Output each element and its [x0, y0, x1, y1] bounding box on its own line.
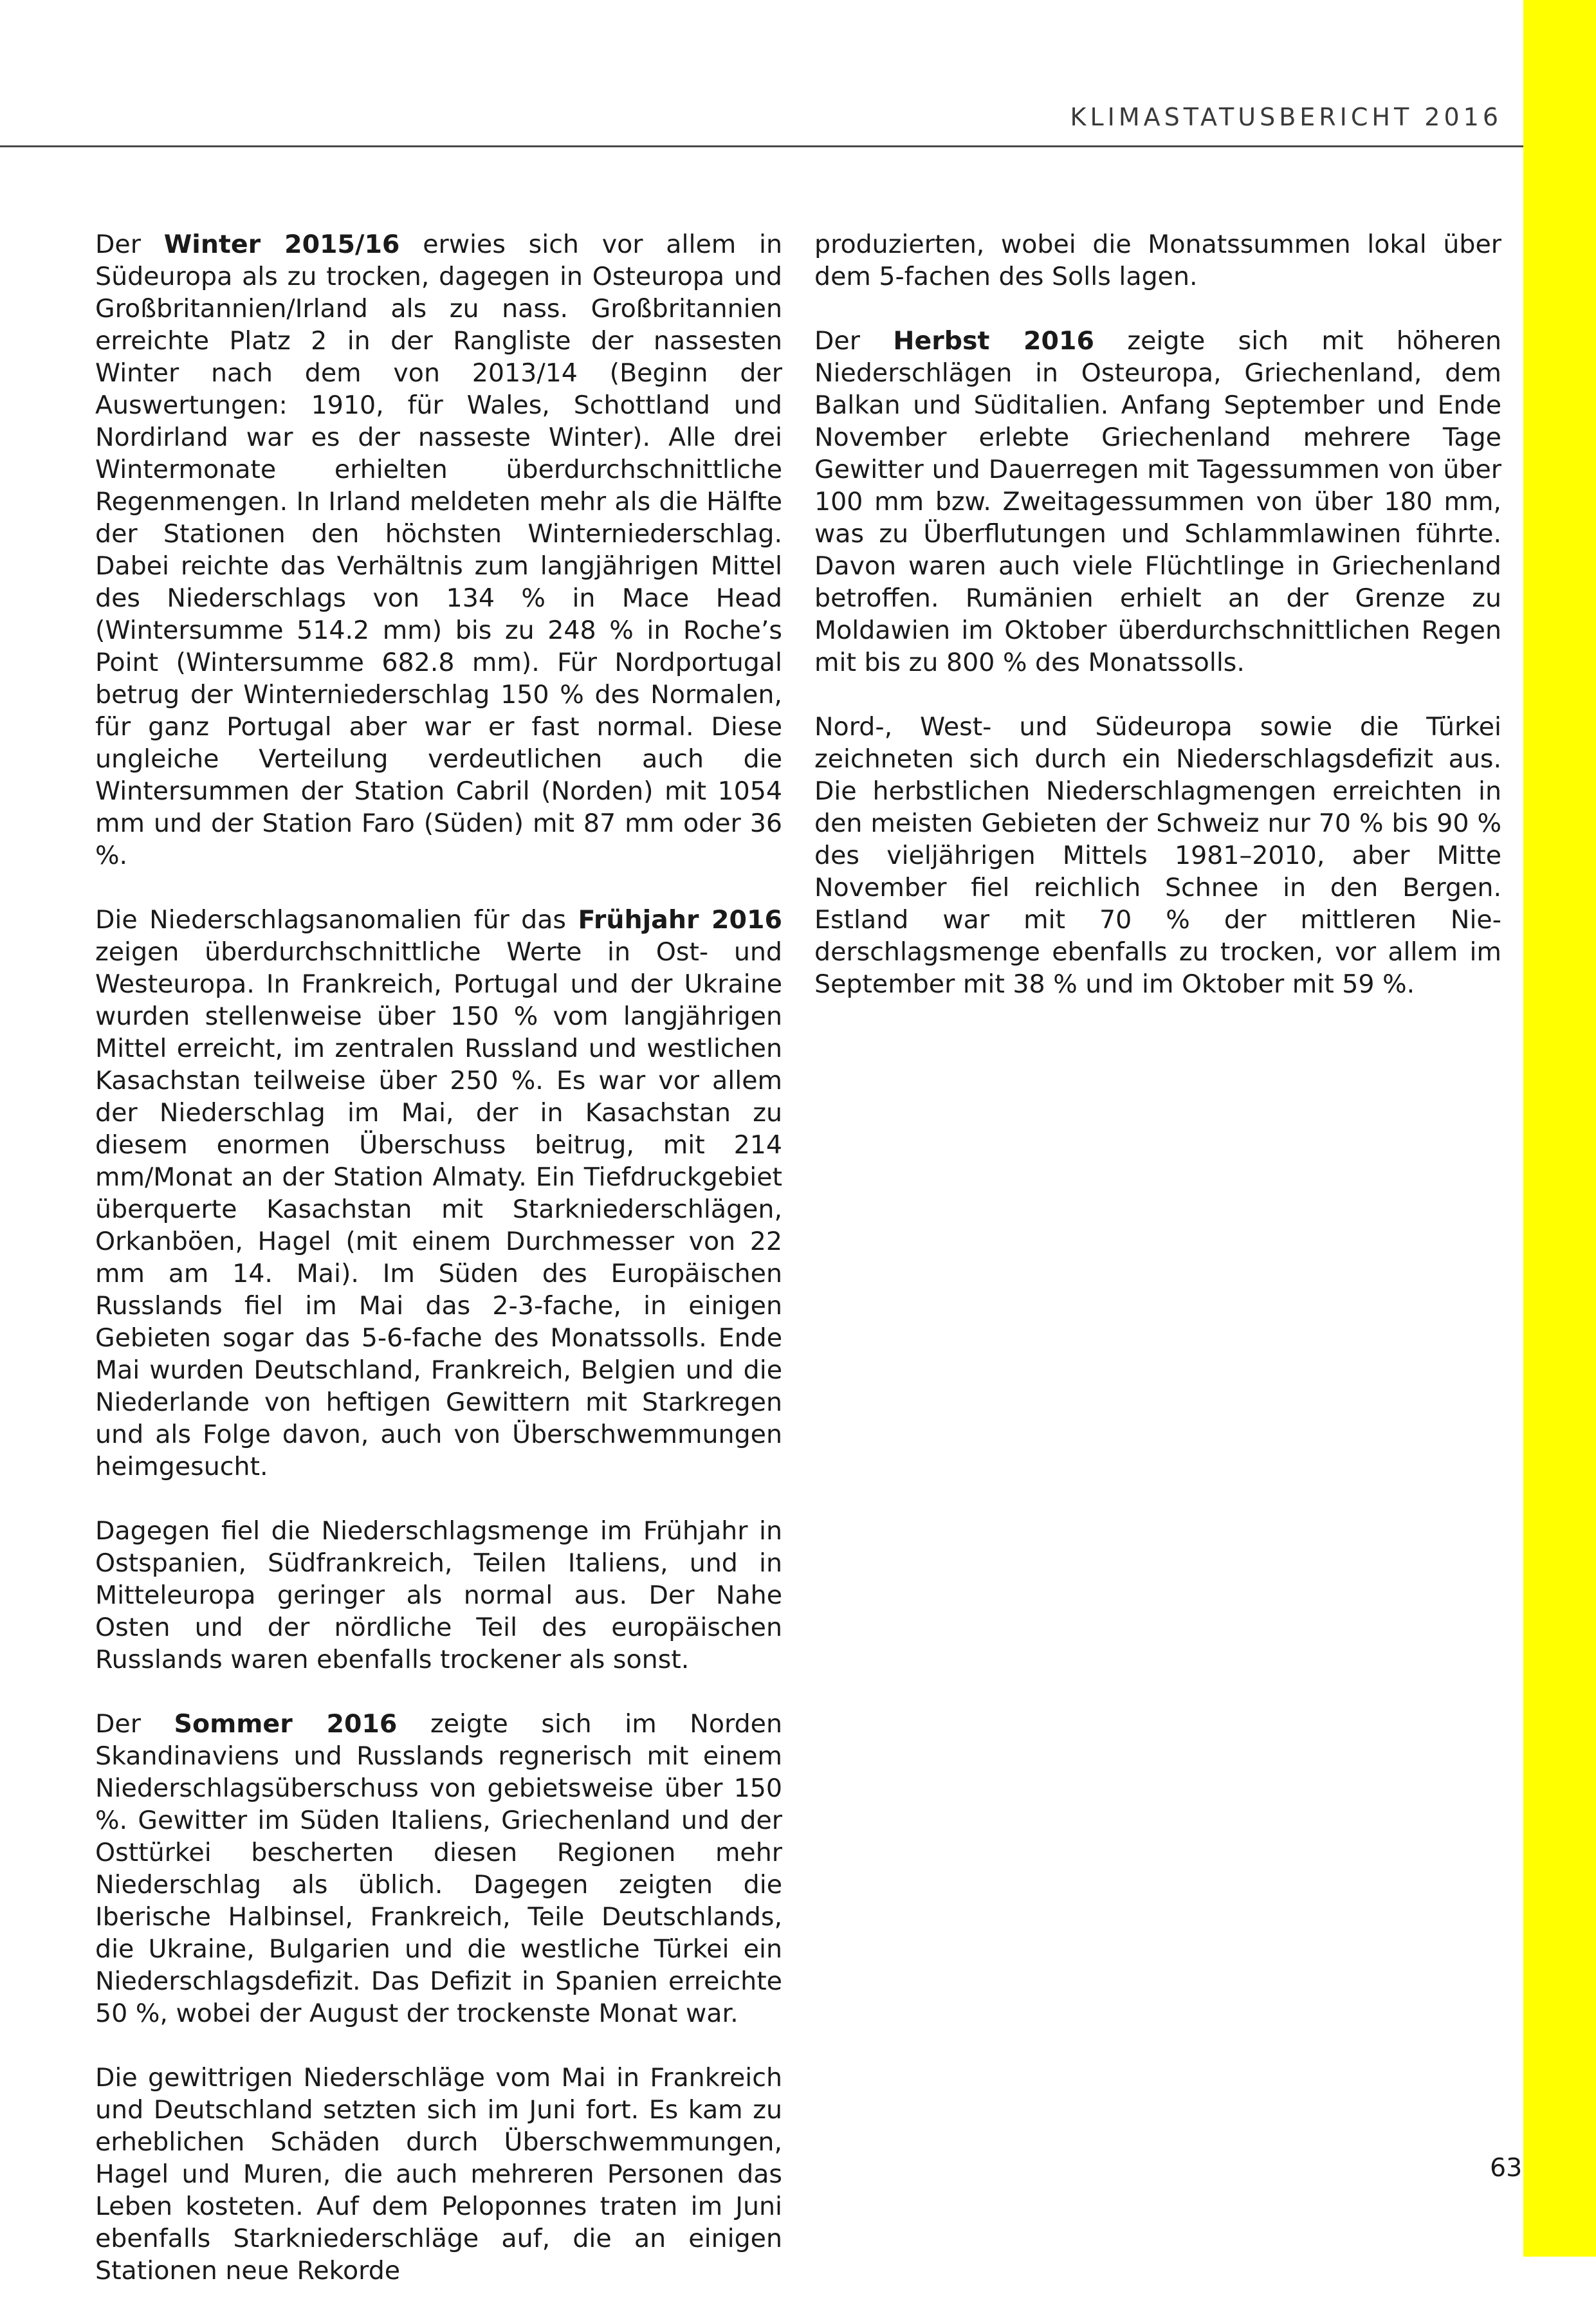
paragraph-autumn	[814, 325, 1501, 679]
paragraph-text: zeigte sich im Norden Skandinaviens und Russlands regnerisch mit einem Niederschlagsüberschuss von gebietsweise über 150 %. Gewitter im Süden Italiens, Griechenland und der Osttürkei bescherten diesen Regionen mehr Niederschlag als üblich. Dagegen zeigten die Iberische Halbinsel, Frankreich, Teile Deutschlands, die Ukraine, Bulgarien und die westliche Türkei ein Niederschlagsdefizit. Das Defizit in Spanien erreichte 50 %, wobei der August der trockenste Monat war.	[95, 1709, 782, 2028]
paragraph-june-storms	[95, 2062, 782, 2287]
paragraph-text: Nord-, West- und Südeuropa sowie die Türkei zeichneten sich durch ein Niederschlagsdefizit aus. Die herbstlichen Niederschlagmengen erreichten in den meisten Gebieten der Schweiz nur 70 % bis 90 % des vieljährigen Mittels 1981–2010, aber Mitte November fiel reichlich Schnee in den Bergen. Estland war mit 70 % der mittleren Niederschlagsmenge ebenfalls zu trocken, vor allem im September mit 38 % und im Oktober mit 59 %.	[814, 712, 1501, 999]
paragraph-autumn-deficit	[814, 711, 1501, 1000]
page-number: 63	[1490, 2153, 1523, 2183]
paragraph-text: Dagegen fiel die Niederschlagsmenge im Frühjahr in Ostspanien, Südfrankreich, Teilen Italiens, und in Mitteleuropa geringer als normal aus. Der Nahe Osten und der nördliche Teil des europäischen Russlands waren ebenfalls trockener als sonst.	[95, 1516, 782, 1674]
left-text-column	[95, 228, 782, 2319]
yellow-side-bar	[1523, 0, 1596, 2257]
paragraph-text: Der	[814, 326, 894, 356]
paragraph-text: Die Niederschlagsanomalien für das	[95, 905, 578, 935]
header-rule	[0, 145, 1523, 147]
paragraph-text: Der	[95, 230, 164, 259]
running-header: KLIMASTATUSBERICHT 2016	[1070, 103, 1502, 131]
paragraph-text: produzierten, wobei die Monatssummen lokal über dem 5-fachen des Solls lagen.	[814, 230, 1501, 291]
paragraph-text: Der	[95, 1709, 174, 1739]
paragraph-continuation	[814, 228, 1501, 293]
season-heading-autumn: Herbst 2016	[893, 326, 1094, 356]
paragraph-winter	[95, 228, 782, 872]
paragraph-spring	[95, 904, 782, 1483]
paragraph-text: Die gewittrigen Niederschläge vom Mai in Frankreich und Deutschland setzten sich im Juni fort. Es kam zu erheblichen Schäden durch Überschwemmungen, Hagel und Muren, die auch mehreren Personen das Leben kosteten. Auf dem Peloponnes traten im Juni ebenfalls Starkniederschläge auf, die an einigen Stationen neue Rekorde	[95, 2063, 782, 2286]
paragraph-text: zeigen überdurchschnittliche Werte in Ost- und Westeuropa. In Frankreich, Portugal und der Ukraine wurden stellenweise über 150 % vom langjährigen Mittel erreicht, im zentralen Russland und westlichen Kasachstan teilweise über 250 %. Es war vor allem der Niederschlag im Mai, der in Kasachstan zu diesem enormen Überschuss beitrug, mit 214 mm/Monat an der Station Almaty. Ein Tiefdruckgebiet überquerte Kasachstan mit Starkniederschlägen, Orkanböen, Hagel (mit einem Durchmesser von 22 mm am 14. Mai). Im Süden des Europäischen Russlands fiel im Mai das 2-3-fache, in einigen Gebieten sogar das 5-6-fache des Monatssolls. Ende Mai wurden Deutschland, Frankreich, Belgien und die Niederlande von heftigen Gewittern mit Starkregen und als Folge davon, auch von Überschwemmungen heimgesucht.	[95, 937, 782, 1481]
season-heading-spring: Frühjahr 2016	[578, 905, 782, 935]
paragraph-summer	[95, 1708, 782, 2030]
paragraph-text: erwies sich vor allem in Südeuropa als zu trocken, dagegen in Osteuropa und Großbritannien/Irland als zu nass. Großbritannien erreichte Platz 2 in der Rangliste der nassesten Winter nach dem von 2013/14 (Beginn der Auswertungen: 1910, für Wales, Schottland und Nordirland war es der nasseste Winter). Alle drei Wintermonate erhielten überdurchschnittliche Regenmengen. In Irland meldeten mehr als die Hälfte der Stationen den höchsten Winterniederschlag. Dabei reichte das Verhältnis zum langjährigen Mittel des Niederschlags von 134 % in Mace Head (Wintersumme 514.2 mm) bis zu 248 % in Roche’s Point (Wintersumme 682.8 mm). Für Nordportugal betrug der Winterniederschlag 150 % des Normalen, für ganz Portugal aber war er fast normal. Diese ungleiche Verteilung verdeutlichen auch die Wintersummen der Station Cabril (Norden) mit 1054 mm und der Station Faro (Süden) mit 87 mm oder 36 %.	[95, 230, 783, 870]
paragraph-spring-deficit	[95, 1515, 782, 1676]
season-heading-winter: Winter 2015/16	[163, 230, 400, 259]
right-text-column	[814, 228, 1501, 1032]
season-heading-summer: Sommer 2016	[174, 1709, 398, 1739]
paragraph-text: zeigte sich mit höheren Niederschlägen in Osteuropa, Griechenland, dem Balkan und Süditalien. Anfang September und Ende November erlebte Griechenland mehrere Tage Gewitter und Dauerregen mit Tagessummen von über 100 mm bzw. Zweitagessummen von über 180 mm, was zu Überflutungen und Schlammlawinen führte. Davon waren auch viele Flüchtlinge in Griechenland betroffen. Rumänien erhielt an der Grenze zu Moldawien im Oktober überdurchschnittlichen Regen mit bis zu 800 % des Monatssolls.	[814, 326, 1502, 677]
